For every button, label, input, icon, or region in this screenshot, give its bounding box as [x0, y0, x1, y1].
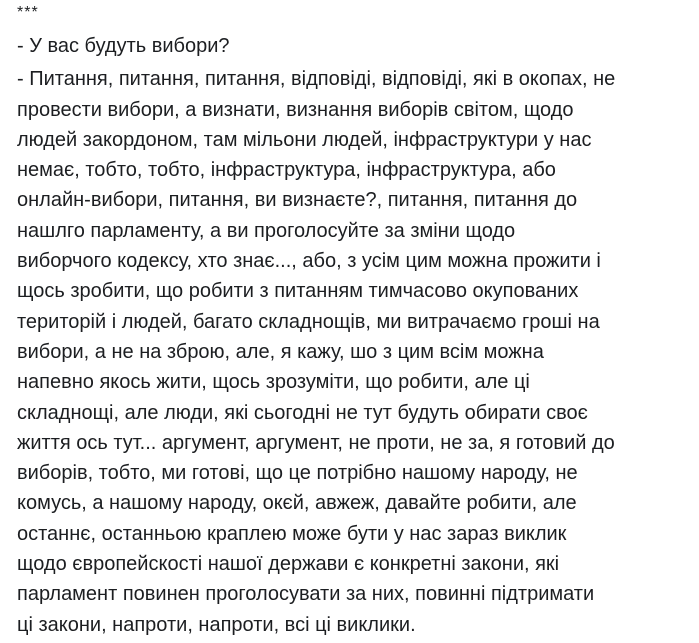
- post-line: парламент повинен проголосувати за них, повинні підтримати: [17, 583, 595, 606]
- post-line: щось зробити, що робити з питанням тимчасово окупованих: [17, 280, 579, 303]
- post-line: виборчого кодексу, хто знає..., або, з усім цим можна прожити і: [17, 250, 601, 273]
- post-line: комусь, а нашому народу, окєй, авжеж, давайте робити, але: [17, 492, 577, 515]
- post-line: останнє, останньою краплею може бути у нас зараз виклик: [17, 522, 567, 545]
- post-line: територій і людей, багато складнощів, ми витрачаємо гроші на: [17, 310, 600, 333]
- post-line: ці закони, напроти, напроти, всі ці виклики.: [17, 613, 416, 636]
- post-line: людей закордоном, там мільони людей, інфраструктури у нас: [17, 128, 592, 151]
- post-line: щодо європейскості нашої держави є конкретні закони, які: [17, 553, 560, 576]
- post-line: - Питання, питання, питання, відповіді, відповіді, які в окопах, не: [17, 68, 616, 91]
- post-line: життя ось тут... аргумент, аргумент, не проти, не за, я готовий до: [17, 431, 615, 454]
- post-line: виборів, тобто, ми готові, що це потрібно нашому народу, не: [17, 462, 578, 485]
- post-line: нашлго парламенту, а ви проголосуйте за зміни щодо: [17, 219, 516, 242]
- post-line: немає, тобто, тобто, інфраструктура, інфраструктура, або: [17, 159, 556, 182]
- post-line: провести вибори, а визнати, визнання виборів світом, щодо: [17, 98, 574, 121]
- post-line: вибори, а не на зброю, але, я кажу, шо з цим всім можна: [17, 340, 544, 363]
- post-line-question: - У вас будуть вибори?: [17, 35, 230, 57]
- post-line: онлайн-вибори, питання, ви визнаєте?, питання, питання до: [17, 189, 578, 212]
- post-line: напевно якось жити, щось зрозуміти, що робити, але ці: [17, 371, 530, 394]
- post-line: складнощі, але люди, які сьогодні не тут будуть обирати своє: [17, 401, 588, 424]
- separator-asterisks: ***: [17, 4, 39, 21]
